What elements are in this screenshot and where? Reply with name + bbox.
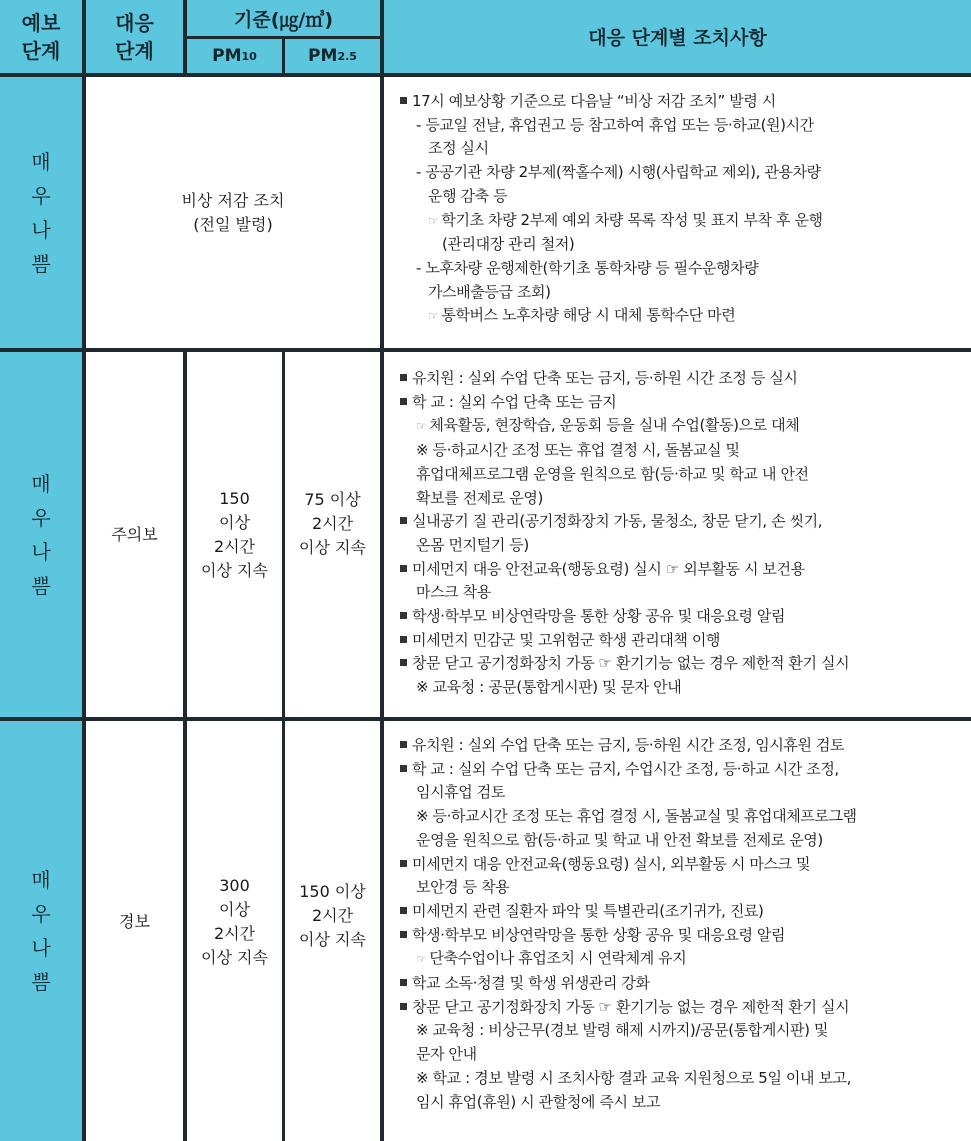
action-line [400, 114, 965, 138]
action-text: 조정 실시 [428, 139, 489, 158]
pm25-base: PM [308, 46, 338, 66]
row2-forecast-char: 매 [31, 471, 51, 496]
row3-pm10-line: 이상 [219, 900, 250, 919]
action-line [400, 605, 965, 629]
action-line [400, 487, 965, 511]
square-bullet-icon [400, 398, 407, 405]
action-text: 임시 휴업(휴원) 시 관할청에 즉시 보고 [416, 1092, 661, 1111]
square-bullet-icon [400, 765, 407, 772]
row3-forecast-char: 나 [31, 936, 51, 960]
square-bullet-icon [400, 636, 407, 643]
action-line [400, 185, 965, 209]
row3-actions [384, 721, 971, 1141]
header-response-line1: 대응 [115, 10, 154, 35]
action-line [400, 161, 965, 185]
row3-forecast-char: 매 [31, 868, 51, 892]
action-text: - 공공기관 차량 2부제(짝홀수제) 시행(사립학교 제외), 관용차량 [416, 163, 821, 182]
row3-pm10-line: 이상 지속 [201, 948, 268, 967]
action-text: 보안경 등 착용 [416, 878, 510, 897]
action-text: ※ 교육청 : 공문(통합게시판) 및 문자 안내 [416, 678, 682, 697]
action-line [400, 1067, 965, 1091]
action-text: - 노후차량 운행제한(학기초 통학차량 등 필수운행차량 [416, 258, 759, 277]
row2-pm10-line: 이상 지속 [201, 560, 268, 580]
row1-forecast [0, 77, 82, 348]
action-text: 미세먼지 민감군 및 고위험군 학생 관리대책 이행 [412, 630, 721, 649]
square-bullet-icon [400, 565, 407, 572]
header-forecast-stage [0, 0, 82, 73]
row1-forecast-char: 우 [31, 183, 51, 208]
row2-forecast-char: 우 [31, 505, 51, 530]
action-line [400, 304, 965, 329]
action-text: 체육활동, 현장학습, 운동회 등을 실내 수업(활동)으로 대체 [429, 416, 800, 435]
action-text: 17시 예보상황 기준으로 다음날 “비상 저감 조치” 발령 시 [412, 92, 776, 110]
pm25-sub: 2.5 [337, 49, 357, 63]
action-text: ※ 학교 : 경보 발령 시 조치사항 결과 교육 지원청으로 5일 이내 보고, [416, 1068, 852, 1087]
row3-forecast-char: 우 [31, 902, 51, 926]
square-bullet-icon [400, 741, 407, 748]
square-bullet-icon [400, 931, 407, 938]
pointing-hand-icon: ☞ [428, 309, 439, 324]
action-text: 휴업대체프로그램 운영을 원칙으로 함(등·하교 및 학교 내 안전 [416, 464, 809, 483]
row1-actions [384, 77, 971, 348]
action-text: (관리대장 관리 철저) [442, 235, 575, 254]
action-line [400, 1043, 965, 1067]
row2-response-label: 주의보 [111, 524, 158, 544]
header-forecast-line2: 단계 [21, 38, 61, 63]
row3-response-label: 경보 [119, 912, 150, 931]
square-bullet-icon [400, 907, 407, 914]
action-text: 학기초 차량 2부제 예외 차량 목록 작성 및 표지 부착 후 운행 [441, 210, 823, 229]
action-line [400, 758, 965, 782]
action-text: 학생·학부모 비상연락망을 통한 상황 공유 및 대응요령 알림 [412, 925, 786, 944]
row2-pm25 [285, 352, 380, 717]
row2-pm10 [187, 352, 282, 717]
header-forecast-line1: 예보 [21, 10, 61, 35]
action-text: 온몸 먼지털기 등) [416, 535, 529, 554]
header-actions [384, 0, 971, 73]
action-line [400, 876, 965, 900]
action-line [400, 734, 965, 758]
action-text: 실내공기 질 관리(공기정화장치 가동, 물청소, 창문 닫기, 손 씻기, [412, 512, 823, 531]
action-line [400, 829, 965, 853]
row3-pm25-line: 2시간 [311, 906, 354, 925]
action-line [400, 629, 965, 653]
row2-pm10-line: 150 [219, 488, 250, 508]
row1-criteria-line2: (전일 발령) [193, 214, 273, 234]
row2-response [86, 352, 183, 717]
pm10-sub: 10 [241, 49, 257, 63]
action-line [400, 581, 965, 605]
row1-forecast-char: 나 [31, 217, 51, 242]
row1-forecast-char: 쁨 [31, 251, 51, 276]
header-criteria-label: 기준(㎍/㎥) [233, 8, 333, 31]
action-line [400, 209, 965, 234]
action-text: 유치원 : 실외 수업 단축 또는 금지, 등·하원 시간 조정 등 실시 [412, 369, 798, 387]
action-text: 확보를 전제로 운영) [416, 488, 543, 507]
action-text: 학 교 : 실외 수업 단축 또는 금지, 수업시간 조정, 등·하교 시간 조정, [412, 759, 839, 778]
action-text: 마스크 착용 [416, 583, 491, 602]
row3-pm10 [187, 721, 282, 1141]
action-text: ※ 교육청 : 비상근무(경보 발령 해제 시까지)/공문(통합게시판) 및 [416, 1021, 829, 1040]
row2-pm25-line: 75 이상 [304, 489, 361, 509]
square-bullet-icon [400, 97, 407, 104]
action-text: 학생·학부모 비상연락망을 통한 상황 공유 및 대응요령 알림 [412, 607, 786, 626]
action-line [400, 924, 965, 948]
row3-pm25-line: 150 이상 [299, 882, 366, 901]
action-text: 학교 소독·청결 및 학생 위생관리 강화 [412, 974, 650, 993]
action-line [400, 558, 965, 582]
square-bullet-icon [400, 659, 407, 666]
row3-pm25-line: 이상 지속 [299, 930, 366, 949]
row2-actions [384, 352, 971, 717]
header-pm10 [187, 39, 282, 73]
action-line [400, 781, 965, 805]
action-line [400, 257, 965, 281]
row3-pm10-line: 2시간 [213, 924, 256, 943]
row1-merged-criteria [86, 77, 380, 348]
row2-forecast [0, 352, 82, 717]
row2-pm10-line: 2시간 [213, 536, 256, 556]
action-text: 문자 안내 [416, 1045, 477, 1064]
action-text: 임시휴업 검토 [416, 783, 505, 802]
action-line [400, 534, 965, 558]
pm10-base: PM [212, 46, 242, 66]
row2-pm25-line: 2시간 [311, 513, 354, 533]
action-text: 가스배출등급 조회) [428, 282, 551, 301]
action-text: 미세먼지 관련 질환자 파악 및 특별관리(조기귀가, 진료) [412, 901, 764, 920]
action-line [400, 137, 965, 161]
action-line [400, 391, 965, 415]
pointing-hand-icon: ☞ [428, 213, 439, 228]
action-text: 미세먼지 대응 안전교육(행동요령) 실시 ☞ 외부활동 시 보건용 [412, 559, 805, 578]
header-pm25 [285, 39, 380, 73]
action-text: 학 교 : 실외 수업 단축 또는 금지 [412, 392, 617, 411]
row1-criteria-line1: 비상 저감 조치 [181, 190, 285, 210]
action-text: ※ 등·하교시간 조정 또는 휴업 결정 시, 돌봄교실 및 휴업대체프로그램 [416, 807, 857, 826]
action-line [400, 281, 965, 305]
square-bullet-icon [400, 517, 407, 524]
action-text: 운영을 원칙으로 함(등·하교 및 학교 내 안전 확보를 전제로 운영) [416, 830, 823, 849]
square-bullet-icon [400, 860, 407, 867]
action-line [400, 947, 965, 972]
action-line [400, 439, 965, 463]
action-text: - 등교일 전날, 휴업권고 등 참고하여 휴업 또는 등·하교(원)시간 [416, 115, 814, 134]
row2-pm25-line: 이상 지속 [299, 537, 366, 557]
row2-pm10-line: 이상 [219, 512, 250, 532]
action-text: 단축수업이나 휴업조치 시 연락체계 유지 [429, 949, 687, 968]
action-line [400, 367, 965, 391]
action-text: 유치원 : 실외 수업 단축 또는 금지, 등·하원 시간 조정, 임시휴원 검토 [412, 736, 845, 754]
pointing-hand-icon: ☞ [416, 952, 427, 967]
action-line [400, 676, 965, 700]
row3-pm25 [285, 721, 380, 1141]
header-criteria [187, 0, 380, 36]
row2-forecast-char: 나 [31, 539, 51, 564]
square-bullet-icon [400, 1003, 407, 1010]
action-text: 창문 닫고 공기정화장치 가동 ☞ 환기기능 없는 경우 제한적 환기 실시 [412, 997, 850, 1016]
action-line [400, 510, 965, 534]
action-line [400, 414, 965, 439]
action-text: 창문 닫고 공기정화장치 가동 ☞ 환기기능 없는 경우 제한적 환기 실시 [412, 654, 850, 673]
action-text: 운행 감축 등 [428, 186, 508, 205]
action-text: 통학버스 노후차량 해당 시 대체 통학수단 마련 [441, 306, 736, 325]
action-line [400, 1019, 965, 1043]
header-response-line2: 단계 [115, 38, 154, 63]
action-line [400, 463, 965, 487]
action-line [400, 233, 965, 257]
action-line [400, 805, 965, 829]
action-line [400, 996, 965, 1020]
header-actions-label: 대응 단계별 조치사항 [588, 27, 767, 49]
action-text: ※ 등·하교시간 조정 또는 휴업 결정 시, 돌봄교실 및 [416, 441, 740, 460]
row3-pm10-line: 300 [219, 876, 250, 895]
row3-forecast [0, 721, 82, 1141]
pointing-hand-icon: ☞ [416, 419, 427, 434]
action-line [400, 900, 965, 924]
action-line [400, 652, 965, 676]
action-line [400, 972, 965, 996]
square-bullet-icon [400, 612, 407, 619]
square-bullet-icon [400, 374, 407, 381]
row3-forecast-char: 쁨 [31, 970, 51, 994]
row3-response [86, 721, 183, 1141]
action-text: 미세먼지 대응 안전교육(행동요령) 실시, 외부활동 시 마스크 및 [412, 854, 811, 873]
action-line [400, 90, 965, 114]
header-response-stage [86, 0, 183, 73]
row2-forecast-char: 쁨 [31, 573, 51, 598]
action-line [400, 1091, 965, 1115]
row1-forecast-char: 매 [31, 149, 51, 174]
action-line [400, 853, 965, 877]
square-bullet-icon [400, 979, 407, 986]
